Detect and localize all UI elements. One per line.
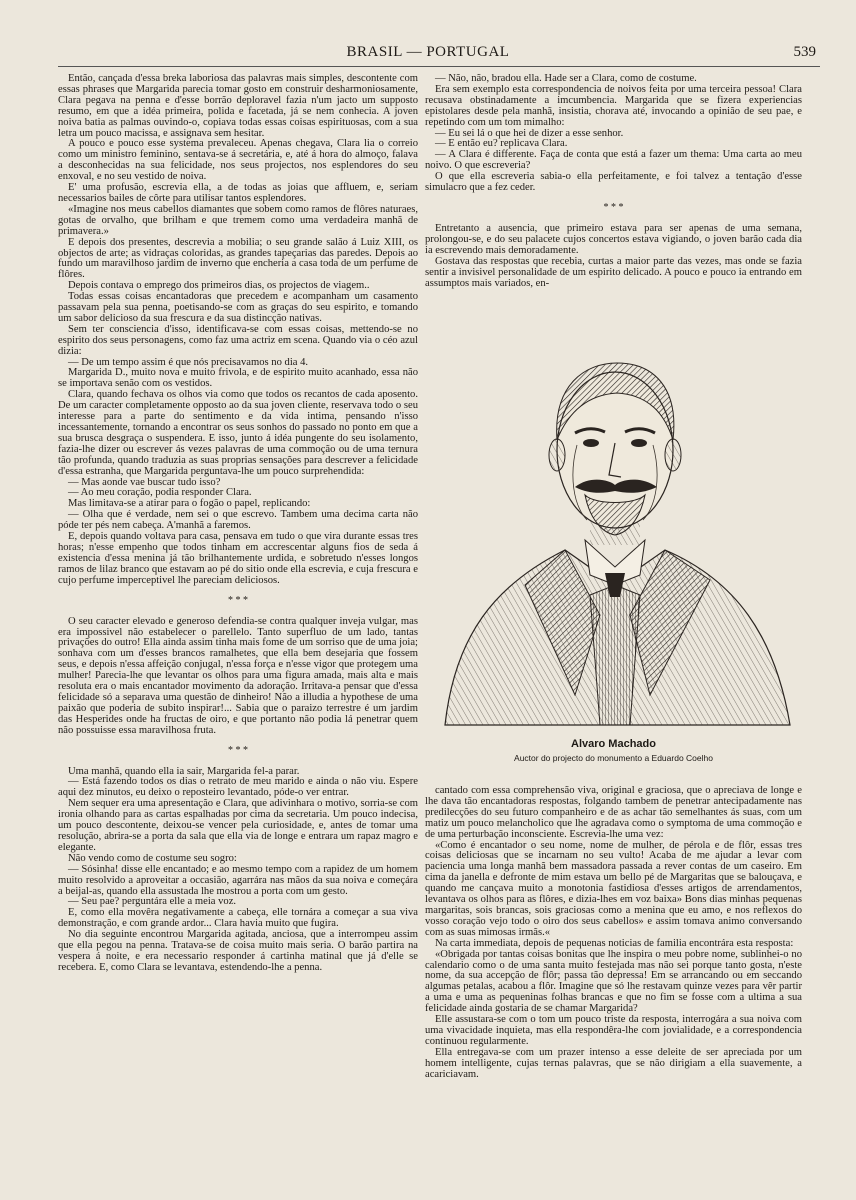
paragraph: E' uma profusão, escrevia ella, a de todas as joias que affluem, e, seriam necessarios bailes de côrte para utilisar tantos esplendores.: [58, 182, 418, 204]
paragraph: cantado com essa comprehensão viva, original e graciosa, que o apreciava de longe e lhe dava tão encantadoras respostas, folgando tambem de penetrar antecipadamente nas predilecções do seu futuro companheiro e de as achar tão semelhantes ás suas, com um matiz um pouco melancholico que lhe agradava como o symptoma de uma commoção e de uma perturbação inconsciente. Escrevia-lhe uma vez:: [425, 785, 802, 840]
paragraph: Era sem exemplo esta correspondencia de noivos feita por uma terceira pessoa! Clara recusava obstinadamente a imcumbencia. Margarida que se fizera experiencias epistolares desde pela manhã, insistia, chorava até, invocando a opinião de seu pae, e repetindo com um tom mimalho:: [425, 83, 802, 128]
paragraph: Na carta immediata, depois de pequenas noticias de familia encontrára esta resposta:: [435, 937, 794, 949]
section-separator: * * *: [603, 201, 624, 213]
paragraph: E, depois quando voltava para casa, pensava em tudo o que vira durante essas tres horas; n'esse empenho que todos tinham em accrescentar alguns fios de seda á existencia d'essa menina já tão brilhantemente urdida, e sobretudo n'esses longos ramos de lilaz branco que estavam ao pé do sitio onde ella escrevia, e cuja frescura e cujo perfume imperceptivel lhe pareciam deliciosos.: [58, 531, 418, 586]
paragraph: Uma manhã, quando ella ia sair, Margarida fel-a parar.: [68, 765, 300, 777]
right-column-top: [425, 74, 802, 289]
paragraph: — Ao meu coração, podia responder Clara.: [68, 487, 252, 499]
paragraph: — De um tempo assim é que nós precisavamos no dia 4.: [68, 356, 309, 368]
section-separator: * * *: [228, 744, 248, 756]
paragraph: Mas limitava-se a atirar para o fogão o papel, replicando:: [68, 498, 311, 510]
paragraph: — E então eu? replicava Clara.: [435, 138, 568, 150]
paragraph: No dia seguinte encontrou Margarida agitada, anciosa, que a interrompeu assim que ella pegou na penna. Tratava-se de coisa muito mais seria. O barão partira na vespera á noite, e era necessario responder á cartinha matinal que já d'elle se recebera. E, como Clara se levantava, estendendo-lhe a penna.: [58, 929, 418, 973]
paragraph: Clara, quando fechava os olhos via como que todos os recantos de cada aposento. De um caracter completamente opposto ao da sua joven cliente, reservava todo o seu interesse para a parte do sentimento e da vida intima, pensando n'isso incessantemente, tornando a encontrar os seus sonhos do passado no ponto em que a sua brusca desgraça o suspendera. E isso, junto á idéa pungente do seu isolamento, fazia-lhe dizer ou escrever ás vezes palavras de uma commoção ou de uma ternura tão profunda, quando traduzia as suas proprias sensações para descrever a felicidade d'essa estranha, que Margarida perguntava-lhe um pouco surprehendida:: [58, 389, 418, 477]
portrait-caption-subtitle: Auctor do projecto do monumento a Eduardo Coelho: [514, 753, 713, 763]
paragraph: Não vendo como de costume seu sogro:: [68, 852, 237, 864]
paragraph: Sem ter consciencia d'isso, identificava-se com essas coisas, mettendo-se no espirito dos seus personagens, como faz uma actriz em scena. Quando via o céo azul dizia:: [58, 323, 418, 357]
portrait-engraving: [425, 335, 802, 735]
paragraph: Todas essas coisas encantadoras que precedem e acompanham um casamento passavam pela sua penna, poetisando-se com as graças do seu espirito, e tomando um sabor delicioso da sua frescura e da sua distincção nativas.: [58, 291, 418, 324]
paragraph: — Sósinha! disse elle encantado; e ao mesmo tempo com a rapidez de um homem muito resolvido a aproveitar a occasião, agarrára nas mãos da sua noiva e começára a beijal-as, quando ella assustada lhe mostrou a porta com um gesto.: [58, 863, 418, 897]
paragraph: Entretanto a ausencia, que primeiro estava para ser apenas de uma semana, prolongou-se, e do seu palacete cujos concertos estava vigiando, o joven barão cada dia ia escrevendo mais demoradamente.: [425, 222, 802, 256]
page-number: 539: [793, 44, 816, 60]
paragraph: — A Clara é differente. Faça de conta que está a fazer um thema: Uma carta ao meu noivo. O que escreveria?: [425, 149, 802, 172]
paragraph: Margarida D., muito nova e muito frivola, e de espirito muito acanhado, essa não se importava senão com os vestidos.: [58, 367, 418, 390]
right-column-bottom: [425, 786, 802, 1080]
paragraph: — Olha que é verdade, nem sei o que escrevo. Tambem uma decima carta não póde ter pés nem cabeça. A'manhã a faremos.: [58, 509, 418, 532]
paragraph: «Como é encantador o seu nome, nome de mulher, de pérola e de flôr, essas tres coisas deliciosas que se incarnam no seu vulto! Acaba de me ajudar a levar com paciencia uma longa manhã bem massadora passada a rever contas de um caseiro. Em cima da janella e defronte de mim estava um bello pé de Margaritas que se balouçava, e quando me cançava muito a monotonia fastidiosa d'esses artigos de arrendamentos, levantava os olhos para as flôres, e dizia-lhes em voz baixa» Bons dias minhas pequenas margaritas, sois brancas, sois graciosas como a menina que eu amo, e nos reflexos do vosso coração vejo todo o oiro dos seus cabellos» e assim tomava animo conversando com as suas mimosas irmãs.«: [425, 839, 802, 938]
paragraph: E depois dos presentes, descrevia a mobilia; o seu grande salão á Luiz XIII, os objectos de arte; as vidraças coloridas, as grandes tapeçarias das paredes. Depois ao fundo um maravilhoso jardim de inverno que encheria a casa toda de um perfume de flôres.: [58, 236, 418, 281]
paragraph: Gostava das respostas que recebia, curtas a maior parte das vezes, mas onde se fazia sentir a invisivel personalidade de um espirito delicado. A pouco e pouco ia entrando em assumptos mais variados, en-: [425, 255, 802, 289]
paragraph: Nem sequer era uma apresentação e Clara, que adivinhara o motivo, sorria-se com ironia olhando para as cartas espalhadas por cima da secretaria. Um pouco indecisa, um pouco descontente, deixou-se vencer pela curiosidade, e, antes de tomar uma resolução, abrira-se a porta da sala que ella via de longe e entrara um rapaz magro e elegante.: [58, 798, 418, 853]
paragraph: O que ella escreveria sabia-o ella perfeitamente, e foi talvez a tentação d'esse simulacro que a fez ceder.: [425, 171, 802, 194]
left-column: [58, 74, 418, 974]
portrait-illustration: [425, 335, 802, 735]
paragraph: — Mas aonde vae buscar tudo isso?: [68, 476, 221, 488]
section-separator: * * *: [228, 594, 248, 606]
paragraph: — Eu sei lá o que hei de dizer a esse senhor.: [435, 127, 624, 139]
paragraph: O seu caracter elevado e generoso defendia-se contra qualquer inveja vulgar, mas era impossivel não estabelecer o parellelo. Tanto superfluo de um lado, tantas privações do outro! Ella ainda assim tinha mais fome de um sorriso que de uma joia; sonhava com um d'esses brancos ramalhetes, que ella bem desejaria que fossem seus, e depois n'essa affeição conjugal, n'essa força e n'esse vigor que protegem uma mulher! Parecia-lhe que levantar os olhos para uma figura amada, mais alta e mais resoluta era o mais encantador movimento da adoração. Irritava-a pensar que d'essa felicidade só a separava uma questão de dinheiro! Não a illudia a hypothese de uma paixão que poderia de subito inspirar!... Sabia que o paraizo terrestre é um jardim das Hesperides onde ha fructas de oiro, e que portanto não podia lá penetrar quem não possuisse essa maravilhosa fruta.: [58, 615, 418, 736]
paragraph: — Está fazendo todos os dias o retrato de meu marido e ainda o não viu. Espere aqui dez minutos, eu deixo o reposteiro levantado, póde-o ver entrar.: [58, 776, 418, 799]
paragraph: — Seu pae? perguntára elle a meia voz.: [68, 896, 237, 908]
paragraph: Ella entregava-se com um prazer intenso a esse deleite de ser apreciada por um homem intelligente, cujas ternas palavras, que se não dirigiam a ella suavemente, a acariciavam.: [425, 1046, 802, 1080]
paragraph: «Imagine nos meus cabellos diamantes que sobem como ramos de flôres naturaes, gotas de orvalho, que brilham e que tremem como uma verdadeira manhã de primavera.»: [58, 203, 418, 237]
portrait-caption-name: Alvaro Machado: [571, 738, 656, 750]
paragraph: A pouco e pouco esse systema prevaleceu. Apenas chegava, Clara lia o correio como um ministro feminino, sentava-se á secretária, e, até á hora do almoço, falava a desconhecidas na sua felicidade, nos seus projectos, nos esplendores do seu enxoval, e no seu vestido de noiva.: [58, 138, 418, 183]
header-rule: [58, 66, 820, 67]
page-header-title: BRASIL — PORTUGAL: [346, 44, 510, 60]
paragraph: «Obrigada por tantas coisas bonitas que lhe inspira o meu pobre nome, sublinhei-o no calendario como o de uma santa muito festejada mas não sei porque tanto gosta, n'este nome, da sua accepção de flôr; passa tão depressa! Em se arrancando ou em seccando algumas petalas, acabou a flôr. Imagine que só lhe restavam quinze vezes para vêr partir a uma e uma as pequeninas folhas brancas e que no fim se fosse com a ultima a sua felicidade ainda gostaria de se chamar Margarida?: [425, 948, 802, 1015]
paragraph: — Não, não, bradou ella. Hade ser a Clara, como de costume.: [435, 73, 697, 84]
paragraph: Então, cançada d'essa breka laboriosa das palavras mais simples, descontente com essas phrases que Margarida parecia tomar gosto em construir desharmoniosamente, Clara pegava na penna e d'esse borrão deploravel fazia n'um jacto um supposto resumo, em que a idéa primeira, polida e facetada, já se nem conhecia. A joven noiva batia as palmas ouvindo-o, copiava todas essas coisas espirituosas, com a sua letra um pouco macissa, e assignava sem hesitar.: [58, 73, 418, 139]
paragraph: Depois contava o emprego dos primeiros dias, os projectos de viagem..: [68, 280, 370, 292]
paragraph: E, como ella movêra negativamente a cabeça, elle tornára a começar a sua viva demonstração, e com grande ardor... Clara havia muito que fugira.: [58, 907, 418, 930]
paragraph: Elle assustara-se com o tom um pouco triste da resposta, interrogára a sua noiva com uma vivacidade inquieta, mas ella respondêra-lhe com jovialidade, e a correspondencia continuou regularmente.: [425, 1014, 802, 1047]
